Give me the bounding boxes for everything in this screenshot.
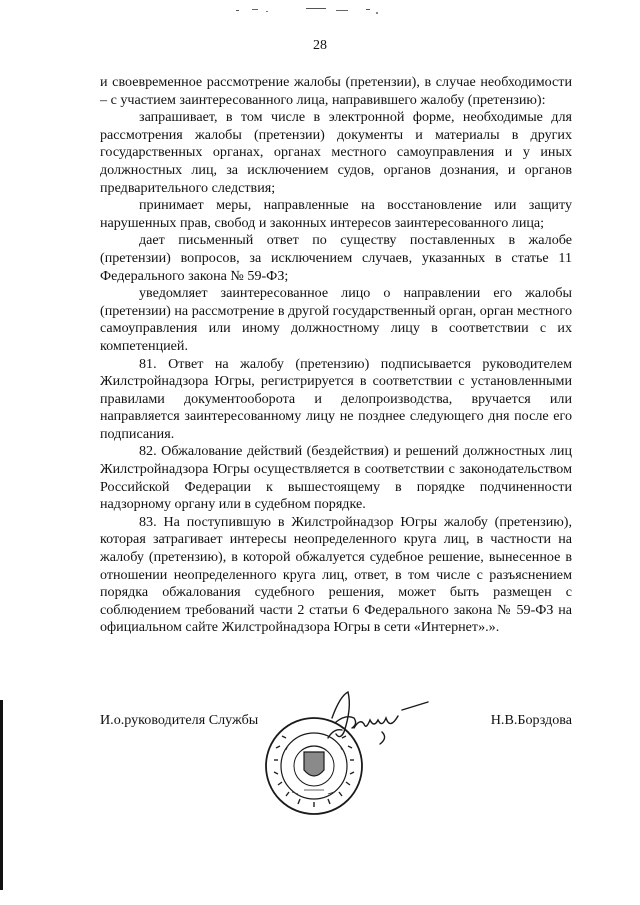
paragraph: 81. Ответ на жалобу (претензию) подписывается руководителем Жилстройнадзора Югры, регистрируется в соответствии с установленными правилами документооборота и делопроизводства, вручается или направляется заинтересованному лицу не позднее следующего дня после его подписания. — [100, 355, 572, 442]
scan-noise-marks — [226, 4, 426, 16]
signatory-position: И.о.руководителя Службы — [100, 712, 259, 728]
page-number: 28 — [313, 38, 327, 53]
paragraph: принимает меры, направленные на восстановление или защиту нарушенных прав, свобод и законных интересов заинтересованного лица; — [100, 197, 572, 231]
paragraph: и своевременное рассмотрение жалобы (претензии), в случае необходимости – с участием заинтересованного лица, направившего жалобу (претензию): — [100, 74, 572, 108]
paragraph: запрашивает, в том числе в электронной форме, необходимые для рассмотрения жалобы (претензии) документы и материалы в других государственных органах, органах местного самоуправления и у иных должностных лиц, за исключением судов, органов дознания, и органов предварительного следствия; — [100, 109, 572, 196]
paragraph: 82. Обжалование действий (бездействия) и решений должностных лиц Жилстройнадзора Югры осуществляется в соответствии с законодательством Российской Федерации к вышестоящему в порядке подчиненности надзорному органу или в судебном порядке. — [100, 443, 572, 513]
signatory-name: Н.В.Борздова — [490, 712, 572, 728]
paragraph: дает письменный ответ по существу поставленных в жалобе (претензии) вопросов, за исключением случаев, указанных в статье 11 Федерального закона № 59-ФЗ; — [100, 232, 572, 284]
document-body — [100, 74, 572, 637]
signature-block — [100, 712, 572, 732]
paragraph: уведомляет заинтересованное лицо о направлении его жалобы (претензии) на рассмотрение в другой государственный орган, орган местного самоуправления или иному должностному лицу в соответствии с их компетенцией. — [100, 285, 572, 354]
paragraph: 83. На поступившую в Жилстройнадзор Югры жалобу (претензию), которая затрагивает интересы неопределенного круга лиц, в частности на жалобу (претензию), в которой обжалуется судебное решение, вынесенное в отношении неопределенного круга лиц, ответ, в том числе с разъяснением порядка обжалования судебного решения, может быть размещен с соблюдением требований части 2 статьи 6 Федерального закона № 59-ФЗ на официальном сайте Жилстройнадзора Югры в сети «Интернет».». — [100, 513, 572, 636]
official-seal-and-signature — [262, 688, 442, 838]
scan-edge-mark — [0, 700, 3, 890]
seal-icon — [266, 718, 362, 814]
